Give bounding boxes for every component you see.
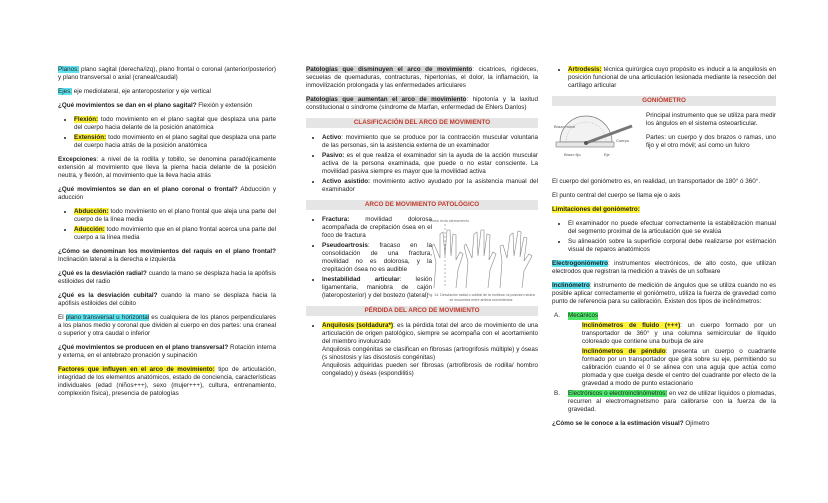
transversal-paragraph [58, 314, 276, 338]
question-radial-text: ¿Qué es la desviación radial? [58, 270, 147, 277]
question-radial [58, 270, 276, 286]
planos-term: Planos: [58, 66, 80, 73]
perdida-list [306, 322, 538, 378]
frontal-list [58, 208, 276, 242]
inestabilidad-text: : lesión ligamentaria, maniobra de cajón (lateroposterior) y del bostezo (lateral) [322, 276, 433, 299]
list-item [568, 66, 776, 90]
factores-paragraph [58, 366, 276, 398]
list-item [74, 116, 276, 132]
aumentan-term: Patologías que aumentan el arco de movimiento [306, 96, 467, 103]
extension-term: Extensión: [74, 134, 107, 141]
limitaciones-term: Limitaciones del goniómetro: [552, 206, 640, 213]
question-transversal-text: ¿Qué movimientos se producen en el plano transversal? [58, 344, 229, 351]
question-cubital [58, 292, 276, 308]
inclinometro-term: Inclinómetro [552, 282, 590, 289]
abduccion-term: Abducción: [74, 208, 109, 215]
clasificacion-list [306, 134, 538, 194]
anquilosis-congenitas: Anquilosis congénitas se clasifican en fibrosas (artrogrifosis múltiple) y óseas (s sinostosis y las disostosis congénitas) [322, 346, 538, 361]
goniometro-p1: Principal instrumento que se utiliza para medir los ángulos en el sistema osteoarticular. [646, 112, 776, 127]
hands-top-label: Linea recta alineamiento [430, 219, 470, 223]
mecanicos-term: Mecánicos [568, 312, 599, 319]
list-item [322, 216, 432, 240]
column-1 [58, 66, 276, 404]
transversal-term: plano transversal u horizontal [65, 314, 150, 321]
right-hand [500, 231, 532, 288]
electrogoniometro-term: Electrogoniómetro [552, 260, 608, 267]
answer-frontal: Abducción y aducción [58, 186, 276, 201]
label-eje: Eje [604, 152, 610, 157]
column-2 [306, 66, 538, 384]
electrogoniometro-text: : instrumentos electrónicos, de alto costo, que utilizan electrodos que registran la medición a través de un software [552, 260, 776, 275]
fluido-text: : un cuerpo formado por un transportador de 360° y una columna semicircular de líquido coloreado que contiene una burbuja de aire [582, 322, 776, 345]
disminuyen-text: : cicatrices, rigideces, secuelas de quemaduras, contracturas, hipertonías, el dolor, la inflamación, la inmovilización prolongada y las enfermedades articulares [306, 66, 538, 89]
inestabilidad-term: Inestabilidad articular [322, 276, 400, 283]
question-raquis-text: ¿Cómo se denominan los movimientos del raquis en el plano frontal? [58, 248, 276, 255]
transversal-text: es cualquiera de los planos perpendiculares a los planos medio y coronal que dividen al cuerpo en dos partes: una craneal o superior y otra caudal o inferior [58, 314, 276, 337]
question-transversal [58, 344, 276, 360]
question-visual [552, 420, 776, 428]
asistido-term: Activo asistido: [322, 178, 371, 185]
planos-paragraph [58, 66, 276, 82]
wrist-deviation-figure [426, 216, 536, 304]
patologico-list [306, 216, 432, 300]
inclinometro-types [552, 312, 776, 414]
planos-text: plano sagital (derecha/izq), plano frontal o coronal (anterior/posterior) y plano transversal o axial (craneal/caudal) [58, 66, 276, 81]
hands-caption: Fig. 14. Desviación radial o cubital de la muñeca: la posición neutra se encuentra entre ambos movimientos [427, 293, 535, 302]
aduccion-text: todo movimiento que en el plano frontal acerca una parte del cuerpo a la línea media [74, 226, 276, 241]
goniometro-p3: El cuerpo del goniómetro es, en realidad, un transportador de 180° ó 360°. [552, 178, 761, 185]
pendulo-term: Inclinómetros de péndulo [582, 348, 666, 355]
goniometer-body [560, 116, 612, 142]
activo-term: Activo [322, 134, 342, 141]
asistido-text: movimiento activo ayudado por la asistencia manual del examinador [322, 178, 538, 193]
excepciones-term: Excepciones [58, 156, 97, 163]
list-item [322, 134, 538, 150]
answer-radial: cuando la mano se desplaza hacia la apófisis estiloides del radio [58, 270, 276, 285]
factores-term: Factores que influyen en el arco de movimiento: [58, 366, 215, 373]
goniometro-section [552, 112, 776, 174]
limitaciones-heading [552, 206, 776, 214]
excepciones-paragraph [58, 156, 276, 180]
electrogoniometro-paragraph [552, 260, 776, 276]
pendulo-item [554, 348, 776, 388]
label-brazo-fijo: Brazo fijo [564, 152, 581, 157]
disminuyen-term: Patologías que disminuyen el arco de movimiento [306, 66, 473, 73]
pendulo-text: : presenta un cuerpo o cuadrante formado por un transportador que gira sobre su eje, permitiendo su calibración cuando el 0 se alinea con una aguja que actúa como plomada y que cuelga desde el centro del cuadrante por efecto de la gravedad a modo de punto estacionario [582, 348, 776, 387]
artrodesis-term: Artrodesis: [568, 66, 602, 73]
patologico-section [306, 216, 538, 300]
hands-illustration [426, 216, 536, 290]
answer-sagital: Flexión y extensión [196, 102, 253, 109]
pseudo-text: : fracaso en la consolidación de una fractura, movilidad no es dolorosa, y la crepitación ósea no es audible [322, 242, 432, 273]
list-item [74, 134, 276, 150]
question-raquis [58, 248, 276, 264]
electronicos-term: Electrónicos o electroinclinómetros: [568, 390, 668, 397]
goniometer-axis [584, 141, 588, 145]
answer-transversal: Rotación interna y externa, en el antebrazo pronación y supinación [58, 344, 276, 359]
question-frontal-text: ¿Qué movimientos se dan en el plano coronal o frontal? [58, 186, 238, 193]
flexion-term: Flexión: [74, 116, 99, 123]
excepciones-text: : a nivel de la rodilla y tobillo, se denomina paradójicamente extensión al movimiento que lleva la pierna hacia delante de la posición neutra, y flexión, al movimiento que la lleva hacia atrás [58, 156, 276, 179]
type-b-row [554, 390, 776, 414]
goniometer-illustration [552, 112, 642, 168]
label-brazo-movil: Brazo móvil [554, 124, 575, 129]
disminuyen-paragraph [306, 66, 538, 90]
question-cubital-text: ¿Qué es la desviación cubital? [58, 292, 158, 299]
answer-raquis: Inclinación lateral a la derecha e izquierda [58, 256, 176, 263]
left-hand [432, 230, 463, 288]
answer-visual: Ojímetro [683, 420, 710, 427]
electronicos-item [568, 390, 776, 414]
transversal-prefix: El [58, 314, 66, 321]
list-item [322, 276, 432, 300]
type-a-row [554, 312, 776, 320]
heading-perdida: PÉRDIDA DEL ARCO DE MOVIMIENTO [306, 306, 538, 316]
aumentan-paragraph [306, 96, 538, 112]
fluido-term: Inclinómetros de fluido (+++) [582, 322, 681, 329]
activo-text: : movimiento que se produce por la contracción muscular voluntaria de las personas, sin la asistencia externa de un examinador [322, 134, 538, 149]
artrodesis-list [552, 66, 776, 90]
pseudo-term: Pseudoartrosis [322, 242, 368, 249]
heading-clasificacion: CLASIFICACIÓN DEL ARCO DE MOVIMIENTO [306, 118, 538, 128]
pasivo-text: es el que realiza el examinador sin la ayuda de la acción muscular activa de la persona examinada, que puede o no estar consciente. La movilidad pasiva siempre es mayor que la movilidad activa [322, 152, 538, 175]
artrodesis-text: técnica quirúrgica cuyo propósito es inducir a la anquilosis en posición funcional de una articulación lesionada mediante la resección del cartílago articular [568, 66, 776, 89]
question-visual-text: ¿Cómo se le conoce a la estimación visual? [552, 420, 684, 427]
middle-hand [464, 230, 496, 288]
abduccion-text: todo movimiento en el plano frontal que aleja una parte del cuerpo de la línea media [74, 208, 276, 223]
fractura-text: movilidad dolorosa acompañada de crepitación ósea en el foco de fractura [322, 216, 432, 239]
list-item [322, 242, 432, 274]
label-cuerpo: Cuerpo [616, 138, 630, 143]
inclinometro-text: : instrumento de medición de ángulos que se utiliza cuando no es posible aplicar correctamente el goniómetro, utiliza la fuerza de gravedad como punto de referencia para su calibración. Existen dos tipos de inclinómetros: [552, 282, 776, 305]
anquilosis-adquiridas: Anquilosis adquiridas pueden ser fibrosas (artrofibrosis de rodilla/ hombro congelado) y óseas (espondilitis) [322, 362, 538, 377]
sagital-list [58, 116, 276, 150]
electronicos-text: en vez de utilizar líquidos o plomadas, recurren al electromagnetismo para calibrarse con la fuerza de la gravedad. [568, 390, 777, 413]
list-item [322, 322, 538, 378]
goniometro-p4: El punto central del cuerpo se llama eje o axis [552, 192, 681, 199]
question-sagital [58, 102, 276, 110]
goniometro-description [646, 112, 776, 156]
anquilosis-term: Anquilosis (soldadura*) [322, 322, 394, 329]
list-item [74, 226, 276, 242]
list-item [322, 152, 538, 176]
factores-text: tipo de articulación, integridad de los elementos anatómicos, estado de conciencia, características individuales (edad (niños+++), sexo (mujer+++), cultura, entrenamiento, complexión física), presencia de patologías [58, 366, 276, 397]
fluido-item [554, 322, 776, 346]
column-3 [552, 66, 776, 434]
limitaciones-list [552, 220, 776, 254]
aumentan-text: : hipotonía y la laxitud constitucional o síndrome (síndrome de Marfan, enfermedad de Ehlers Danlos) [306, 96, 538, 111]
ejes-paragraph [58, 88, 276, 96]
flexion-text: todo movimiento en el plano sagital que desplaza una parte del cuerpo hacia delante de la posición anatómica [74, 116, 276, 131]
inclinometro-paragraph [552, 282, 776, 306]
goniometro-p2: Partes: un cuerpo y dos brazos o ramas, uno fijo y el otro móvil; así como un fulcro [646, 134, 776, 149]
list-item [74, 208, 276, 224]
marker-b: B. [554, 390, 560, 397]
list-item: • El examinador no puede efectuar correctamente la estabilización manual del segmento proximal de la articulación que se evalúa [568, 220, 776, 236]
answer-cubital: cuando la mano se desplaza hacia la apófisis estiloides del cúbito [58, 292, 276, 307]
list-item [322, 178, 538, 194]
aduccion-term: Aducción: [74, 226, 105, 233]
ejes-term: Ejes: [58, 88, 72, 95]
anquilosis-text: : es la pérdida total del arco de movimiento de una articulación de origen patológico, siempre se acompaña con el acortamiento del miembro involucrado [322, 322, 538, 345]
ejes-text: eje mediolateral, eje anteroposterior y eje vertical [72, 88, 211, 95]
extension-text: todo movimiento en el plano sagital que desplaza una parte del cuerpo hacia atrás de la posición anatómica [74, 134, 276, 149]
heading-goniometro: GONIÓMETRO [552, 96, 776, 106]
marker-a: A. [554, 312, 560, 319]
pasivo-term: Pasivo: [322, 152, 345, 159]
fractura-term: Fractura: [322, 216, 350, 223]
list-item: • Su alineación sobre la superficie corporal debe realizarse por estimación visual de reparos anatómicos [568, 238, 776, 254]
heading-patologico: ARCO DE MOVIMIENTO PATOLÓGICO [306, 200, 538, 210]
question-frontal [58, 186, 276, 202]
question-sagital-text: ¿Qué movimientos se dan en el plano sagital? [58, 102, 197, 109]
